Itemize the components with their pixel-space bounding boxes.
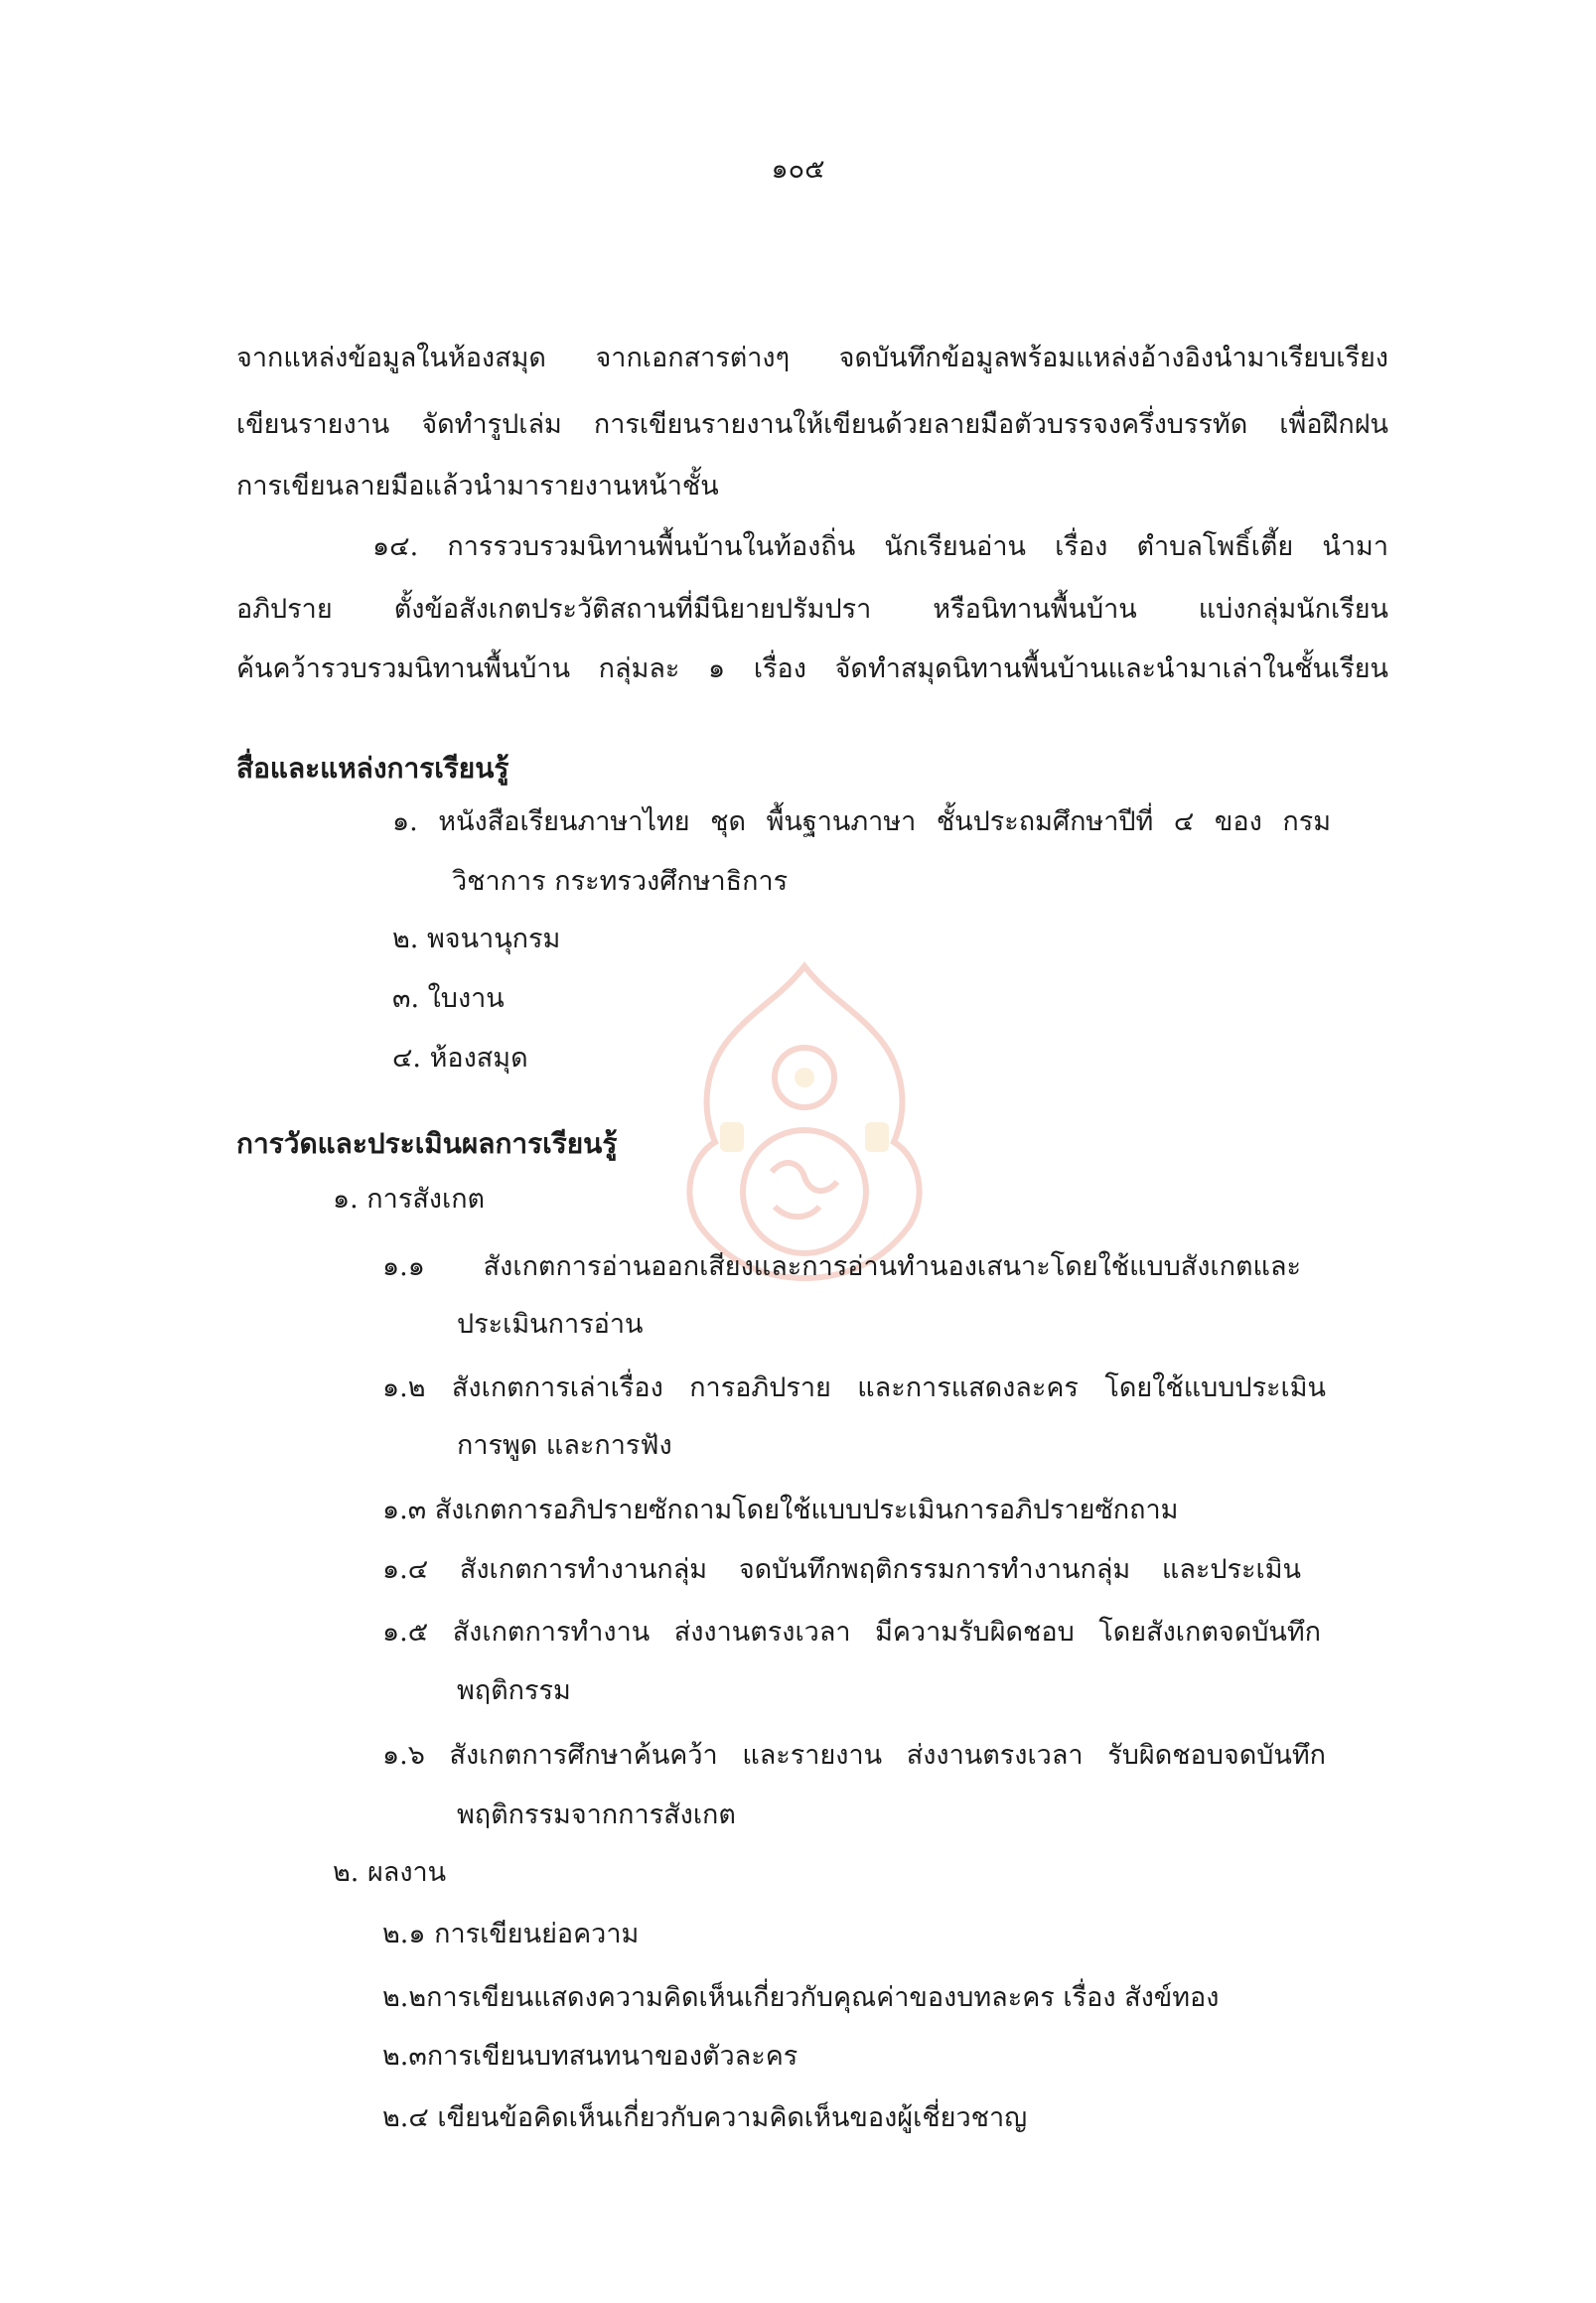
item-14-line: ค้นคว้ารวบรวมนิทานพื้นบ้าน กลุ่มละ ๑ เรื่อง จัดทำสมุดนิทานพื้นบ้านและนำมาเล่าในชั้นเรียน: [236, 653, 1388, 684]
intro-line: เขียนรายงาน จัดทำรูปเล่ม การเขียนรายงานให้เขียนด้วยลายมือตัวบรรจงครึ่งบรรทัด เพื่อฝึกฝน: [236, 409, 1388, 440]
observe-item: ๑.๖ สังเกตการศึกษาค้นคว้า และรายงาน ส่งงานตรงเวลา รับผิดชอบจดบันทึก: [382, 1740, 1326, 1771]
work-title: ๒. ผลงาน: [333, 1857, 447, 1888]
observe-item: ๑.๕ สังเกตการทำงาน ส่งงานตรงเวลา มีความรับผิดชอบ โดยสังเกตจดบันทึก: [382, 1617, 1321, 1648]
media-item: ๓. ใบงาน: [392, 983, 505, 1014]
assessment-heading: การวัดและประเมินผลการเรียนรู้: [236, 1127, 618, 1160]
media-item: ๔. ห้องสมุด: [392, 1043, 528, 1074]
observe-item: ๑.๓ สังเกตการอภิปรายซักถามโดยใช้แบบประเมินการอภิปรายซักถาม: [382, 1495, 1179, 1525]
observe-item: พฤติกรรม: [457, 1675, 571, 1706]
observe-item: ๑.๒ สังเกตการเล่าเรื่อง การอภิปราย และการแสดงละคร โดยใช้แบบประเมิน: [382, 1372, 1326, 1403]
work-item: ๒.๓การเขียนบทสนทนาของตัวละคร: [382, 2041, 798, 2072]
observe-title: ๑. การสังเกต: [333, 1184, 486, 1215]
page-number: ๑๐๕: [771, 154, 825, 185]
work-item: ๒.๔ เขียนข้อคิดเห็นเกี่ยวกับความคิดเห็นของผู้เชี่ยวชาญ: [382, 2102, 1028, 2133]
media-heading: สื่อและแหล่งการเรียนรู้: [236, 752, 509, 785]
item-14-line: ๑๔. การรวบรวมนิทานพื้นบ้านในท้องถิ่น นักเรียนอ่าน เรื่อง ตำบลโพธิ์เตี้ย นำมา: [372, 531, 1388, 562]
intro-line: การเขียนลายมือแล้วนำมารายงานหน้าชั้น: [236, 471, 719, 502]
observe-item: พฤติกรรมจากการสังเกต: [457, 1799, 736, 1830]
media-item: วิชาการ กระทรวงศึกษาธิการ: [452, 866, 789, 897]
item-14-line: อภิปราย ตั้งข้อสังเกตประวัติสถานที่มีนิยายปรัมปรา หรือนิทานพื้นบ้าน แบ่งกลุ่มนักเรียน: [236, 594, 1388, 625]
observe-item: ๑.๔ สังเกตการทำงานกลุ่ม จดบันทึกพฤติกรรมการทำงานกลุ่ม และประเมิน: [382, 1554, 1301, 1585]
observe-item: ๑.๑ สังเกตการอ่านออกเสียงและการอ่านทำนองเสนาะโดยใช้แบบสังเกตและ: [382, 1251, 1301, 1282]
work-item: ๒.๑ การเขียนย่อความ: [382, 1919, 640, 1949]
school-seal-watermark: [660, 958, 948, 1286]
intro-line: จากแหล่งข้อมูลในห้องสมุด จากเอกสารต่างๆ จดบันทึกข้อมูลพร้อมแหล่งอ้างอิงนำมาเรียบเรียง: [236, 343, 1388, 373]
work-item: ๒.๒การเขียนแสดงความคิดเห็นเกี่ยวกับคุณค่าของบทละคร เรื่อง สังข์ทอง: [382, 1982, 1220, 2013]
observe-item: การพูด และการฟัง: [457, 1430, 672, 1461]
observe-item: ประเมินการอ่าน: [457, 1309, 644, 1340]
media-item: ๒. พจนานุกรม: [392, 924, 561, 954]
media-item: ๑. หนังสือเรียนภาษาไทย ชุด พื้นฐานภาษา ชั้นประถมศึกษาปีที่ ๔ ของ กรม: [392, 806, 1331, 837]
